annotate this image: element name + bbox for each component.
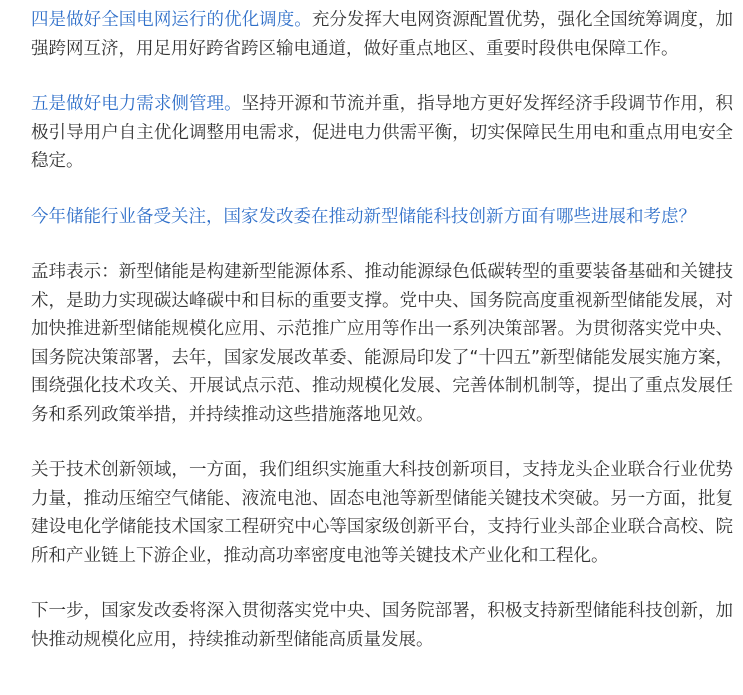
paragraph-tech-innovation: 关于技术创新领域，一方面，我们组织实施重大科技创新项目，支持龙头企业联合行业优势力量，推动压缩空气储能、液流电池、固态电池等新型储能关键技术突破。另一方面，批复建设电化学储能技术国家工程研究中心等国家级创新平台，支持行业头部企业联合高校、院所和产业链上下游企业，推动高功率密度电池等关键技术产业化和工程化。 [31, 460, 733, 566]
paragraph-next-steps: 下一步，国家发改委将深入贯彻落实党中央、国务院部署，积极支持新型储能科技创新，加快推动规模化应用，持续推动新型储能高质量发展。 [31, 601, 733, 650]
paragraph-answer-intro: 孟玮表示：新型储能是构建新型能源体系、推动能源绿色低碳转型的重要装备基础和关键技术，是助力实现碳达峰碳中和目标的重要支撑。党中央、国务院高度重视新型储能发展，对加快推进新型储能规模化应用、示范推广应用等作出一系列决策部署。为贯彻落实党中央、国务院决策部署，去年，国家发展改革委、能源局印发了“十四五”新型储能发展实施方案，围绕强化技术攻关、开展试点示范、推动规模化发展、完善体制机制等，提出了重点发展任务和系列政策举措，并持续推动这些措施落地见效。 [31, 262, 733, 425]
paragraph-lead-grid-dispatch: 四是做好全国电网运行的优化调度。 [31, 10, 312, 30]
paragraph-grid-dispatch [31, 6, 733, 63]
paragraph-lead-demand-side: 五是做好电力需求侧管理。 [31, 94, 242, 114]
paragraph-text-grid-dispatch: 充分发挥大电网资源配置优势，强化全国统筹调度，加强跨网互济，用足用好跨省跨区输电通道，做好重点地区、重要时段供电保障工作。 [31, 10, 734, 59]
interview-question: 今年储能行业备受关注，国家发改委在推动新型储能科技创新方面有哪些进展和考虑？ [31, 206, 696, 227]
paragraph-demand-side [31, 90, 733, 176]
paragraph-text-demand-side: 坚持开源和节流并重，指导地方更好发挥经济手段调节作用，积极引导用户自主优化调整用电需求，促进电力供需平衡，切实保障民生用电和重点用电安全稳定。 [31, 94, 734, 171]
